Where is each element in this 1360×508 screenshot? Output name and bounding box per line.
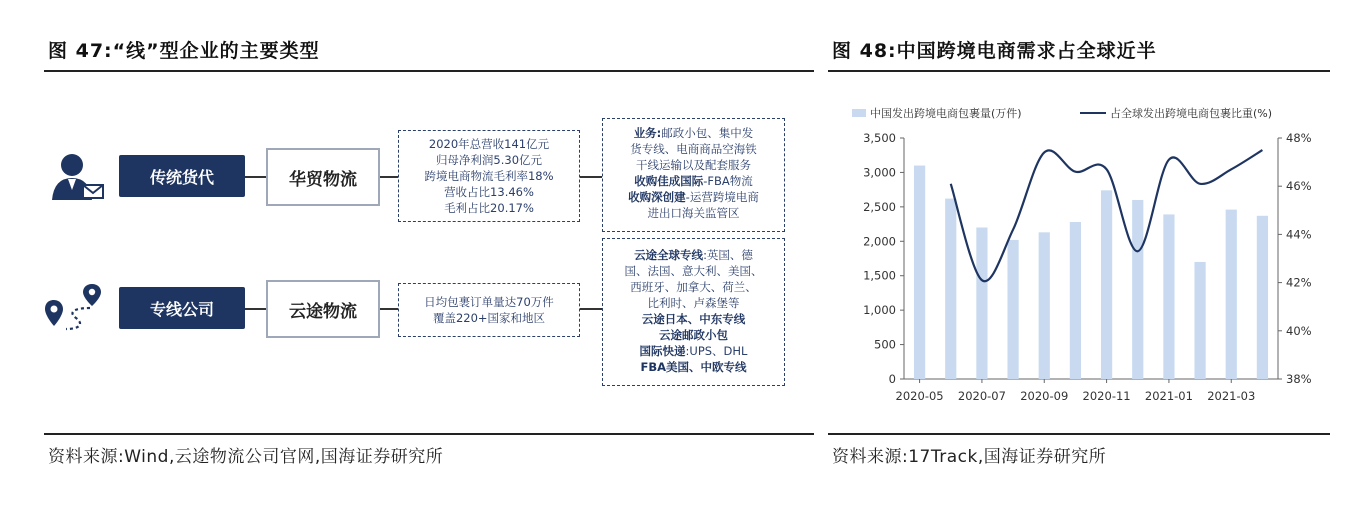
y-right-tick-label: 40% (1286, 323, 1312, 338)
route-pin-icon (44, 282, 106, 332)
yuntu-services (602, 238, 785, 386)
connector-line (580, 308, 602, 310)
company-yuntu-logistics: 云途物流 (266, 280, 380, 338)
huamao-financial-info (398, 130, 580, 222)
service-line: 西班牙、加拿大、荷兰、 (630, 280, 757, 294)
y-right-tick-label: 38% (1286, 372, 1312, 386)
service-line: 云途全球专线:英国、德 (634, 248, 753, 262)
left-bottom-rule (44, 433, 814, 435)
company-huamao-logistics: 华贸物流 (266, 148, 380, 206)
x-tick-label: 2021-01 (1144, 389, 1193, 403)
right-source-note: 资料来源:17Track,国海证券研究所 (832, 447, 1107, 467)
service-line: 货专线、电商商品空海铁 (630, 142, 757, 156)
service-line: 干线运输以及配套服务 (636, 158, 751, 172)
y-right-tick-label: 48% (1286, 131, 1312, 145)
connector-line (380, 176, 398, 178)
x-tick-label: 2020-05 (895, 389, 944, 403)
info-line: 覆盖220+国家和地区 (432, 311, 546, 325)
legend-swatch-bar (852, 109, 866, 117)
bar (1257, 216, 1268, 379)
service-line: 云途日本、中东专线 (641, 312, 746, 326)
bar (1101, 190, 1112, 379)
connector-line (245, 176, 266, 178)
bar (976, 228, 987, 379)
legend-label-bar: 中国发出跨境电商包裹量(万件) (870, 107, 1022, 120)
y-left-tick-label: 0 (888, 372, 896, 386)
y-left-tick-label: 3,500 (863, 131, 896, 145)
y-left-tick-label: 1,500 (863, 268, 896, 283)
y-left-tick-label: 500 (874, 337, 896, 352)
bar (1039, 232, 1050, 379)
left-source-note: 资料来源:Wind,云途物流公司官网,国海证券研究所 (48, 447, 444, 467)
bar (945, 199, 956, 379)
y-left-tick-label: 2,500 (863, 199, 896, 214)
x-tick-label: 2020-07 (957, 389, 1006, 403)
y-right-tick-label: 46% (1286, 179, 1312, 194)
info-line: 2020年总营收141亿元 (428, 137, 550, 151)
service-line: 收购佳成国际-FBA物流 (634, 174, 753, 188)
service-line: FBA美国、中欧专线 (640, 360, 747, 374)
huamao-services (602, 118, 785, 232)
category-line-company: 专线公司 (119, 287, 245, 329)
y-right-tick-label: 44% (1286, 227, 1312, 242)
legend-label-line: 占全球发出跨境电商包裹比重(%) (1110, 107, 1273, 120)
bar (1163, 214, 1174, 379)
bar (1070, 222, 1081, 379)
x-tick-label: 2020-09 (1020, 389, 1069, 403)
info-line: 毛利占比20.17% (444, 201, 534, 215)
bar (1226, 210, 1237, 379)
left-title-rule (44, 70, 814, 72)
service-line: 比利时、卢森堡等 (647, 296, 740, 310)
info-line: 日均包裹订单量达70万件 (424, 295, 554, 309)
bar (1132, 200, 1143, 379)
y-right-tick-label: 42% (1286, 275, 1312, 290)
service-line: 国际快递:UPS、DHL (639, 344, 748, 358)
right-figure-title: 图 48:中国跨境电商需求占全球近半 (832, 40, 1157, 62)
service-line: 收购深创建-运营跨境电商 (628, 190, 759, 204)
bar (1194, 262, 1205, 379)
info-line: 跨境电商物流毛利率18% (424, 169, 554, 183)
info-line: 归母净利润5.30亿元 (435, 153, 543, 167)
bar (914, 166, 925, 379)
chart-area (828, 96, 1328, 416)
right-bottom-rule (828, 433, 1330, 435)
category-traditional-forwarder: 传统货代 (119, 155, 245, 197)
service-line: 云途邮政小包 (659, 328, 728, 342)
connector-line (380, 308, 398, 310)
x-tick-label: 2020-11 (1082, 389, 1131, 403)
right-title-rule (828, 70, 1330, 72)
y-left-tick-label: 1,000 (863, 303, 896, 318)
service-line: 国、法国、意大利、美国、 (624, 264, 763, 278)
bar (1007, 240, 1018, 379)
connector-line (580, 176, 602, 178)
yuntu-scale-info (398, 283, 580, 337)
y-left-tick-label: 2,000 (863, 234, 896, 249)
left-figure-title: 图 47:“线”型企业的主要类型 (48, 40, 320, 62)
service-line: 进出口海关监管区 (647, 206, 740, 220)
y-left-tick-label: 3,000 (863, 165, 896, 180)
x-tick-label: 2021-03 (1207, 389, 1256, 403)
connector-line (245, 308, 266, 310)
person-with-mail-icon (50, 152, 106, 202)
info-line: 营收占比13.46% (444, 185, 534, 199)
service-line: 业务:邮政小包、集中发 (633, 126, 754, 140)
